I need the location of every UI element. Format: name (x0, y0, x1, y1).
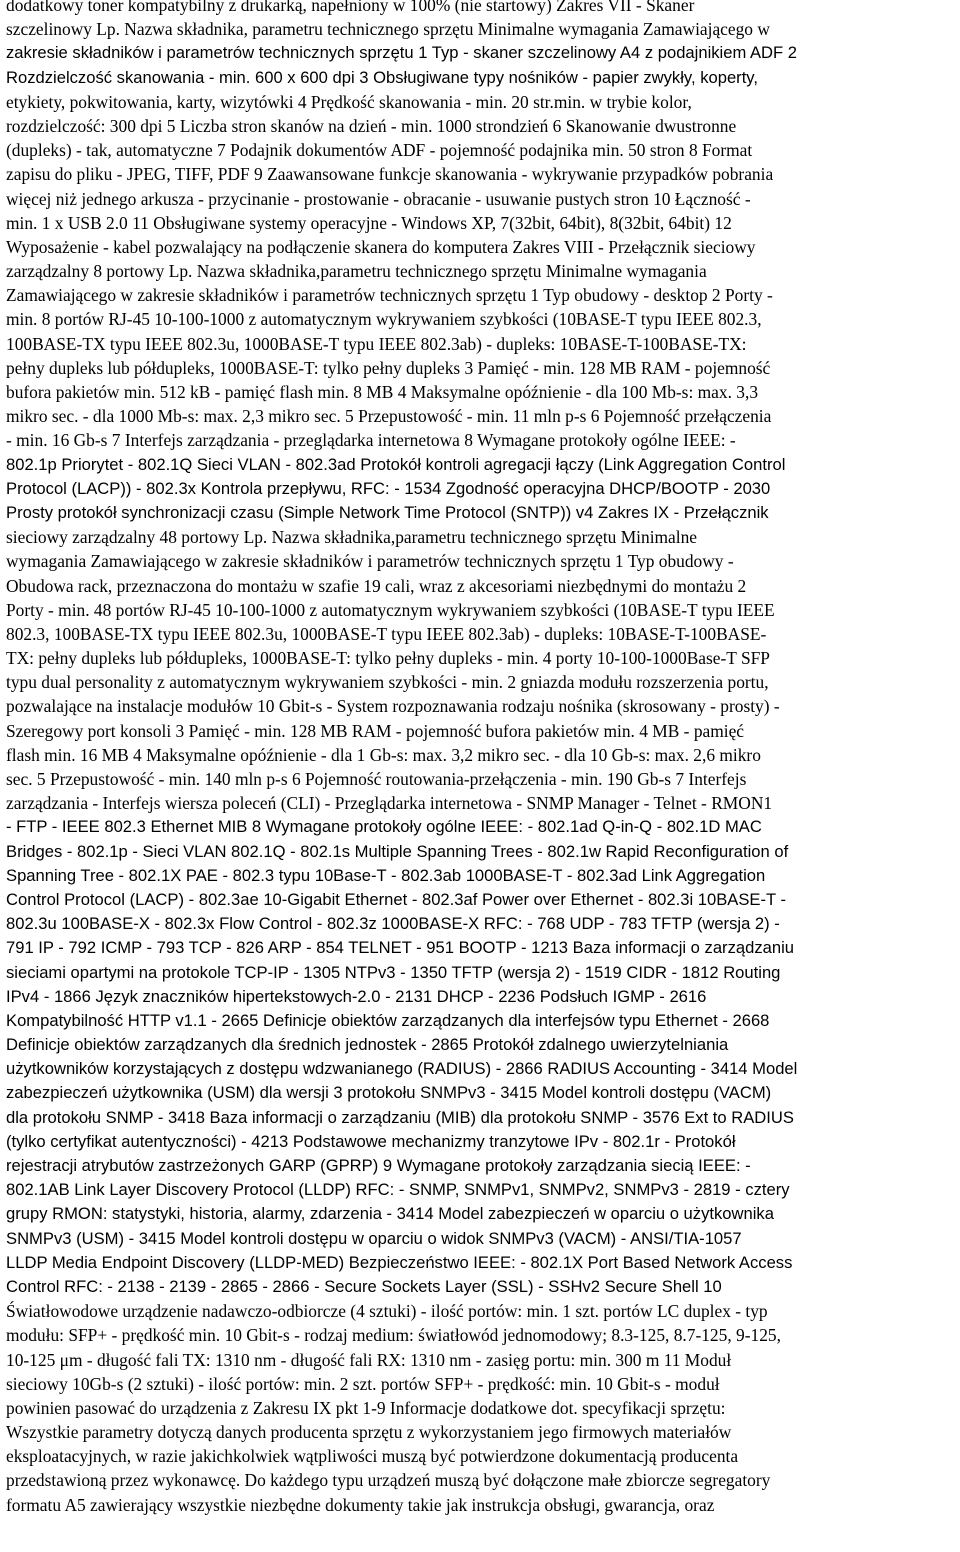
text-line: LLDP Media Endpoint Discovery (LLDP-MED) Bezpieczeństwo IEEE: - 802.1X Port Based Network Access (6, 1252, 793, 1272)
text-line: bufora pakietów min. 512 kB - pamięć flash min. 8 MB 4 Maksymalne opóźnienie - dla 100 Mb-s: max. 3,3 (6, 382, 759, 402)
text-line: (tylko certyfikat autentyczności) - 4213 Podstawowe mechanizmy tranzytowe IPv - 802.1r - Protokół (6, 1131, 736, 1151)
text-line: Protocol (LACP)) - 802.3x Kontrola przepływu, RFC: - 1534 Zgodność operacyjna DHCP/BOOTP - 2030 (6, 478, 771, 498)
text-line: powinien pasować do urządzenia z Zakresu IX pkt 1-9 Informacje dodatkowe dot. specyfikacji sprzętu: (6, 1397, 726, 1418)
text-line: flash min. 16 MB 4 Maksymalne opóźnienie - dla 1 Gb-s: max. 3,2 mikro sec. - dla 10 Gb-s: max. 2,6 mikro (6, 744, 761, 765)
text-line: - FTP - IEEE 802.3 Ethernet MIB 8 Wymagane protokoły ogólne IEEE: - 802.1ad Q-in-Q - 802.1D MAC (6, 817, 762, 837)
text-line: zarządzalny 8 portowy Lp. Nazwa składnika,parametru technicznego sprzętu Minimalne wymagania (6, 261, 707, 282)
text-line: Prosty protokół synchronizacji czasu (Simple Network Time Protocol (SNTP)) v4 Zakres IX - Przełącznik (6, 502, 769, 522)
text-line: sec. 5 Przepustowość - min. 140 mln p-s 6 Pojemność routowania-przełączenia - min. 190 Gb-s 7 Interfejs (6, 769, 747, 789)
text-line: Rozdzielczość skanowania - min. 600 x 600 dpi 3 Obsługiwane typy nośników - papier zwykły, koperty, (6, 67, 758, 87)
text-line: rejestracji atrybutów zastrzeżonych GARP (GPRP) 9 Wymagane protokoły zarządzania siecią IEEE: - (6, 1156, 751, 1175)
text-line: SNMPv3 (USM) - 3415 Model kontroli dostępu w oparciu o widok SNMPv3 (VACM) - ANSI/TIA-1057 (6, 1228, 742, 1248)
text-line: min. 1 x USB 2.0 11 Obsługiwane systemy operacyjne - Windows XP, 7(32bit, 64bit), 8(32bit, 64bit) 12 (6, 212, 732, 233)
text-line: przedstawioną przez wykonawcę. Do każdego typu urządzeń muszą być dołączone małe zbiorcze segregatory (6, 1470, 771, 1491)
text-line: Definicje obiektów zarządzanych dla średnich jednostek - 2865 Protokół zdalnego uwierzytelniania (6, 1035, 729, 1055)
text-line: sieciami opartymi na protokole TCP-IP - 1305 NTPv3 - 1350 TFTP (wersja 2) - 1519 CIDR - 1812 Routing (6, 962, 781, 982)
text-line: wymagania Zamawiającego w zakresie składników i parametrów technicznych sprzętu 1 Typ obudowy - (6, 551, 734, 572)
text-line: Zamawiającego w zakresie składników i parametrów technicznych sprzętu 1 Typ obudowy - desktop 2 Porty - (6, 285, 773, 306)
text-line: mikro sec. - dla 1000 Mb-s: max. 2,3 mikro sec. 5 Przepustowość - min. 11 mln p-s 6 Pojemność przełączenia (6, 406, 772, 427)
text-line: 10-125 μm - długość fali TX: 1310 nm - długość fali RX: 1310 nm - zasięg portu: min. 300 m 11 Moduł (6, 1349, 732, 1370)
text-line: etykiety, pokwitowania, karty, wizytówki 4 Prędkość skanowania - min. 20 str.min. w trybie kolor, (6, 91, 692, 112)
text-line: (dupleks) - tak, automatyczne 7 Podajnik dokumentów ADF - pojemność podajnika min. 50 stron 8 Format (6, 140, 753, 161)
text-line: dla protokołu SNMP - 3418 Baza informacji o zarządzaniu (MIB) dla protokołu SNMP - 3576 Ext to RADIUS (6, 1107, 794, 1127)
text-line: sieciowy zarządzalny 48 portowy Lp. Nazwa składnika,parametru technicznego sprzętu Minimalne (6, 527, 698, 548)
text-line: Bridges - 802.1p - Sieci VLAN 802.1Q - 802.1s Multiple Spanning Trees - 802.1w Rapid Reconfiguration of (6, 841, 789, 861)
text-line: Wyposażenie - kabel pozwalający na podłączenie skanera do komputera Zakres VIII - Przełącznik sieciowy (6, 236, 756, 257)
text-line: zakresie składników i parametrów technicznych sprzętu 1 Typ - skaner szczelinowy A4 z podajnikiem ADF 2 (6, 43, 798, 63)
text-line: eksploatacyjnych, w razie jakichkolwiek wątpliwości muszą być potwierdzone dokumentacją producenta (6, 1446, 739, 1467)
text-line: TX: pełny dupleks lub półdupleks, 1000BASE-T: tylko pełny dupleks - min. 4 porty 10-100-1000Base-T SFP (6, 648, 770, 669)
text-line: min. 8 portów RJ-45 10-100-1000 z automatycznym wykrywaniem szybkości (10BASE-T typu IEEE 802.3, (6, 309, 762, 330)
text-line: Światłowodowe urządzenie nadawczo-odbiorcze (4 sztuki) - ilość portów: min. 1 szt. portów LC duplex - typ (6, 1301, 768, 1322)
text-line: użytkowników korzystających z dostępu wdzwanianego (RADIUS) - 2866 RADIUS Accounting - 3414 Model (6, 1059, 798, 1079)
text-line: rozdzielczość: 300 dpi 5 Liczba stron skanów na dzień - min. 1000 strondzień 6 Skanowanie dwustronne (6, 115, 737, 136)
text-line: pozwalające na instalacje modułów 10 Gbit-s - System rozpoznawania rodzaju nośnika (skrosowany - prosty) - (6, 696, 780, 717)
text-line: typu dual personality z automatycznym wykrywaniem szybkości - min. 2 gniazda modułu rozszerzenia portu, (6, 672, 769, 693)
text-line: Obudowa rack, przeznaczona do montażu w szafie 19 cali, wraz z akcesoriami niezbędnymi do montażu 2 (6, 575, 747, 596)
text-line: 802.1p Priorytet - 802.1Q Sieci VLAN - 802.3ad Protokół kontroli agregacji łączy (Link Aggregation Control (6, 454, 786, 474)
text-line: pełny dupleks lub półdupleks, 1000BASE-T: tylko pełny dupleks 3 Pamięć - min. 128 MB RAM - pojemność (6, 357, 771, 378)
text-line: Control Protocol (LACP) - 802.3ae 10-Gigabit Ethernet - 802.3af Power over Ethernet - 802.3i 10BASE-T - (6, 889, 787, 909)
text-line: zapisu do pliku - JPEG, TIFF, PDF 9 Zaawansowane funkcje skanowania - wykrywanie przypadków pobrania (6, 164, 774, 185)
text-line: Porty - min. 48 portów RJ-45 10-100-1000 z automatycznym wykrywaniem szybkości (10BASE-T typu IEEE (6, 599, 775, 620)
text-line: 802.1AB Link Layer Discovery Protocol (LLDP) RFC: - SNMP, SNMPv1, SNMPv2, SNMPv3 - 2819 - cztery (6, 1180, 790, 1200)
text-line: Spanning Tree - 802.1X PAE - 802.3 typu 10Base-T - 802.3ab 1000BASE-T - 802.3ad Link Aggregation (6, 865, 766, 885)
text-line: 100BASE-TX typu IEEE 802.3u, 1000BASE-T typu IEEE 802.3ab) - dupleks: 10BASE-T-100BASE-TX: (6, 333, 747, 354)
text-line: sieciowy 10Gb-s (2 sztuki) - ilość portów: min. 2 szt. portów SFP+ - prędkość: min. 10 Gbit-s - moduł (6, 1373, 720, 1394)
text-line: 802.3, 100BASE-TX typu IEEE 802.3u, 1000BASE-T typu IEEE 802.3ab) - dupleks: 10BASE-T-100BASE- (6, 623, 767, 644)
text-line: dodatkowy toner kompatybilny z drukarką, napełniony w 100% (nie startowy) Zakres VII - Skaner (6, 0, 695, 15)
text-line: Szeregowy port konsoli 3 Pamięć - min. 128 MB RAM - pojemność bufora pakietów min. 4 MB - pamięć (6, 720, 745, 741)
text-line: grupy RMON: statystyki, historia, alarmy, zdarzenia - 3414 Model zabezpieczeń w oparciu o użytkownika (6, 1204, 774, 1224)
text-line: zabezpieczeń użytkownika (USM) dla wersji 3 protokołu SNMPv3 - 3415 Model kontroli dostępu (VACM) (6, 1083, 772, 1103)
text-line: Wszystkie parametry dotyczą danych producenta sprzętu z wykorzystaniem jego firmowych materiałów (6, 1422, 732, 1443)
text-line: więcej niż jednego arkusza - przycinanie - prostowanie - obracanie - usuwanie pustych stron 10 Łączność - (6, 188, 751, 209)
text-line: IPv4 - 1866 Język znaczników hipertekstowych-2.0 - 2131 DHCP - 2236 Podsłuch IGMP - 2616 (6, 986, 707, 1006)
text-line: - min. 16 Gb-s 7 Interfejs zarządzania - przeglądarka internetowa 8 Wymagane protokoły ogólne IEEE: - (6, 430, 736, 451)
text-line: szczelinowy Lp. Nazwa składnika, parametru technicznego sprzętu Minimalne wymagania Zamawiającego w (6, 19, 770, 40)
text-line: 791 IP - 792 ICMP - 793 TCP - 826 ARP - 854 TELNET - 951 BOOTP - 1213 Baza informacji o zarządzaniu (6, 938, 794, 958)
text-line: Control RFC: - 2138 - 2139 - 2865 - 2866 - Secure Sockets Layer (SSL) - SSHv2 Secure Shell 10 (6, 1276, 722, 1296)
text-line: formatu A5 zawierający wszystkie niezbędne dokumenty takie jak instrukcja obsługi, gwarancja, oraz (6, 1494, 715, 1515)
text-line: zarządzania - Interfejs wiersza poleceń (CLI) - Przeglądarka internetowa - SNMP Manager - Telnet - RMON1 (6, 793, 773, 814)
text-line: Kompatybilność HTTP v1.1 - 2665 Definicje obiektów zarządzanych dla interfejsów typu Ethernet - 2668 (6, 1010, 770, 1030)
text-line: modułu: SFP+ - prędkość min. 10 Gbit-s - rodzaj medium: światłowód jednomodowy; 8.3-125, 8.7-125, 9-125, (6, 1325, 781, 1346)
text-line: 802.3u 100BASE-X - 802.3x Flow Control - 802.3z 1000BASE-X RFC: - 768 UDP - 783 TFTP (wersja 2) - (6, 914, 780, 934)
